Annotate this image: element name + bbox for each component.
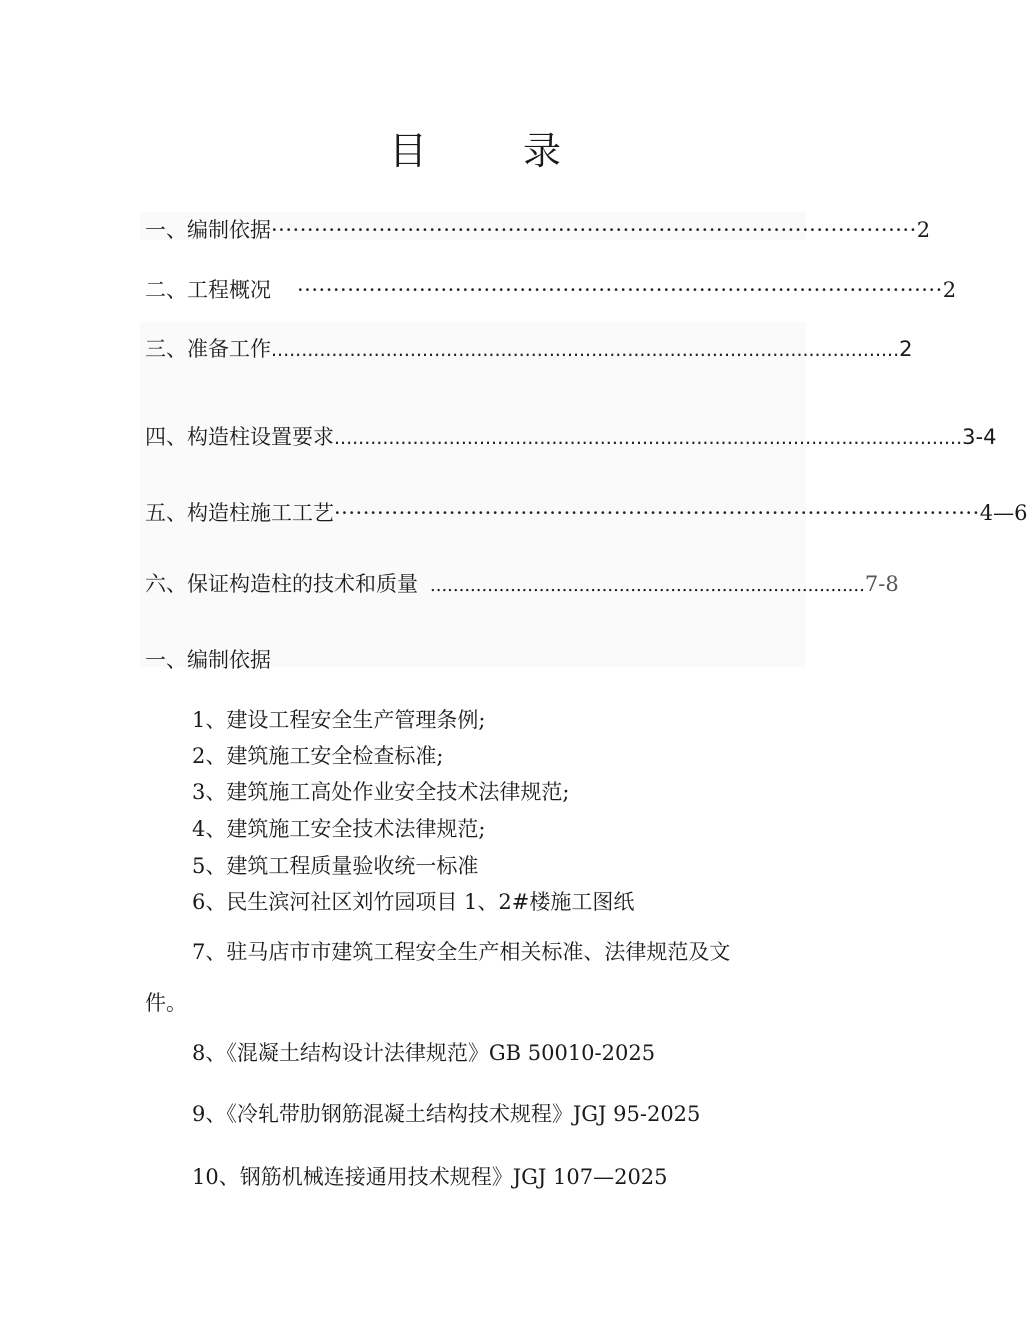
toc-entry-6 [145,568,899,598]
toc-leader-dots: ·························································································· [271,218,917,242]
toc-entry-label: 三、准备工作 [145,337,271,361]
toc-leader-dots: ........................................................................................................ [271,339,900,361]
toc-leader-dots: ·························································································· [297,278,943,302]
toc-leader-dots: ·························································································· [334,501,980,525]
list-item: 2、建筑施工安全检查标准; [192,744,444,768]
list-item: 7、驻马店市市建筑工程安全生产相关标准、法律规范及文 [192,940,731,964]
toc-entry-page: 3-4 [962,425,997,449]
toc-entry-label: 五、构造柱施工工艺 [145,501,334,525]
toc-entry-page: 2 [916,218,931,242]
toc-entry-page: 4—6 [979,501,1028,525]
toc-entry-4 [145,421,997,451]
toc-entry-5 [145,497,1028,527]
list-item: 4、建筑施工安全技术法律规范; [192,817,486,841]
shade-region-middle [140,322,806,667]
toc-entry-label: 四、构造柱设置要求 [145,425,334,449]
title-char-right: 录 [523,129,562,173]
list-item: 5、建筑工程质量验收统一标准 [192,854,479,878]
toc-entry-3 [145,333,913,363]
title-char-left: 目 [388,129,427,173]
toc-entry-2 [145,274,957,304]
toc-entry-label: 二、工程概况 [145,278,271,302]
toc-entry-1 [145,214,931,244]
section-heading: 一、编制依据 [145,648,271,672]
toc-entry-page: 7-8 [864,572,899,596]
toc-leader-dots: ........................................................................................................ [334,427,963,449]
list-item: 10、钢筋机械连接通用技术规程》JGJ 107—2025 [192,1165,668,1189]
toc-entry-page: 2 [899,337,913,361]
list-item-continuation: 件。 [145,991,187,1015]
list-item: 8、《混凝土结构设计法律规范》GB 50010-2025 [192,1041,656,1065]
page-title [0,126,950,176]
list-item: 1、建设工程安全生产管理条例; [192,708,486,732]
toc-entry-label: 六、保证构造柱的技术和质量 [145,572,418,596]
list-item: 6、民生滨河社区刘竹园项目 1、2#楼施工图纸 [192,890,635,914]
toc-entry-label: 一、编制依据 [145,218,271,242]
list-item: 9、《冷轧带肋钢筋混凝土结构技术规程》JGJ 95-2025 [192,1102,701,1126]
toc-entry-page: 2 [942,278,957,302]
list-item: 3、建筑施工高处作业安全技术法律规范; [192,780,570,804]
toc-leader-dots: ............................................................................ [430,575,865,596]
